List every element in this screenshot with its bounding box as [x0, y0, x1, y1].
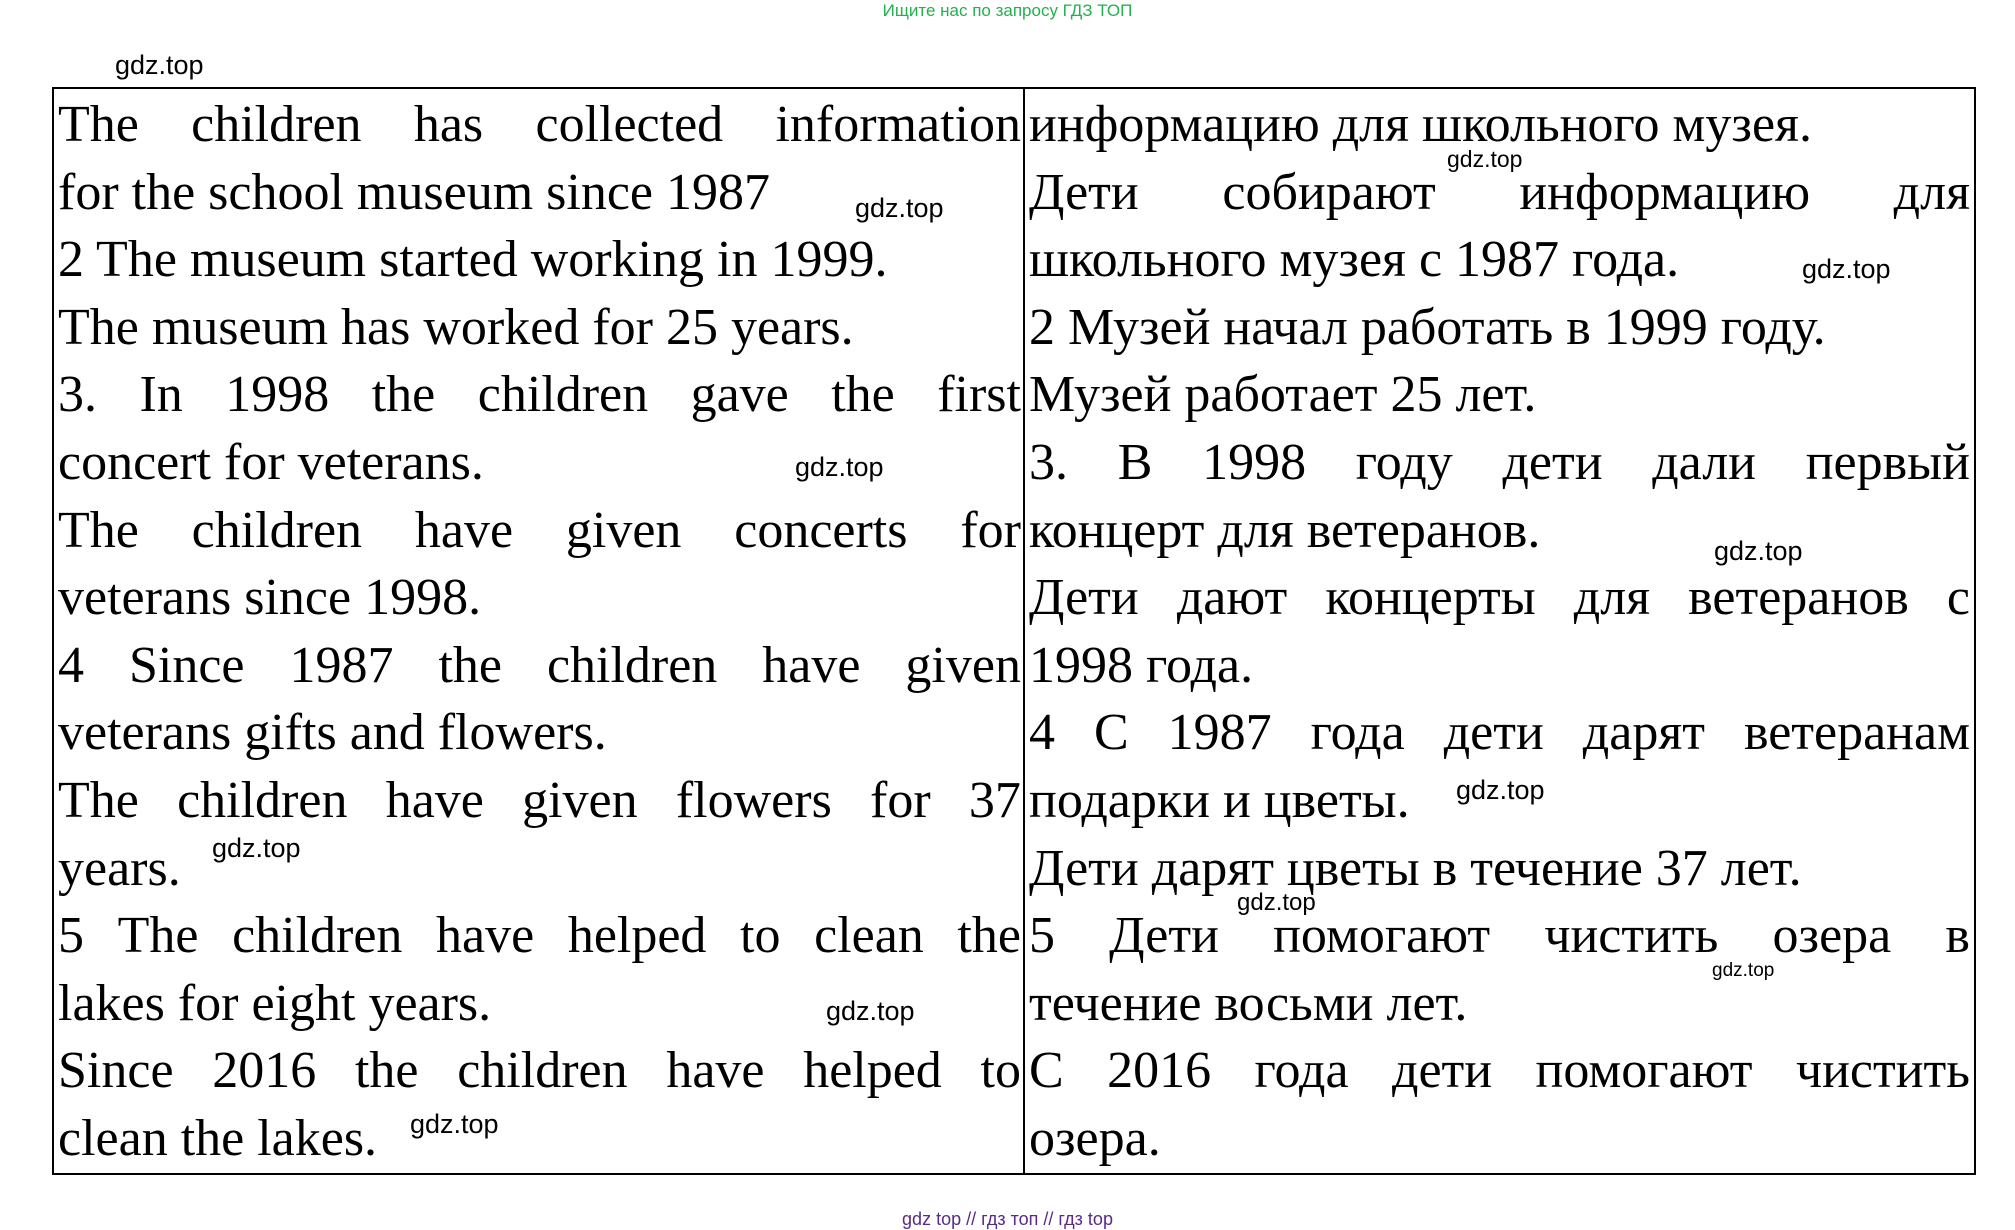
word: collected	[535, 96, 724, 153]
word: помогают	[1535, 1042, 1753, 1100]
word: The	[58, 772, 139, 829]
word: в	[1945, 907, 1970, 965]
watermark: gdz.top	[1456, 775, 1545, 805]
word: чистить	[1544, 907, 1719, 965]
russian-line: подарки и цветы.	[1029, 772, 1410, 829]
word: помогают	[1273, 907, 1491, 965]
word: first	[937, 366, 1021, 424]
word: первый	[1805, 434, 1970, 491]
english-line	[58, 497, 1021, 565]
word: 37	[968, 772, 1021, 829]
watermark: gdz.top	[1802, 254, 1891, 284]
word: для	[1893, 163, 1970, 221]
watermark: gdz.top	[212, 833, 301, 863]
word: The	[117, 907, 199, 965]
word: дали	[1652, 434, 1756, 491]
russian-line: Музей работает 25 лет.	[1029, 366, 1537, 424]
word: have	[436, 907, 535, 965]
word: 4	[1029, 704, 1055, 762]
word: В	[1117, 434, 1153, 491]
russian-line	[1029, 564, 1970, 632]
word: has	[413, 96, 484, 153]
word: собирают	[1222, 163, 1436, 221]
word: helped	[803, 1042, 942, 1100]
word: 2016	[1107, 1042, 1212, 1100]
word: концерты	[1325, 569, 1536, 627]
watermark: gdz.top	[1714, 536, 1803, 566]
word: Дети	[1029, 569, 1139, 627]
russian-line: Дети дарят цветы в течение 37 лет.	[1029, 839, 1802, 897]
russian-line	[1029, 699, 1970, 767]
word: the	[354, 1042, 419, 1100]
russian-line: 2 Музей начал работать в 1999 году.	[1029, 298, 1826, 356]
russian-line: озера.	[1029, 1110, 1161, 1167]
word: have	[385, 772, 484, 829]
word: to	[980, 1042, 1021, 1100]
word: чистить	[1795, 1042, 1970, 1100]
word: 1987	[289, 636, 394, 694]
english-line	[58, 1037, 1021, 1105]
russian-line: течение восьми лет.	[1029, 974, 1468, 1032]
word: дети	[1502, 434, 1603, 491]
russian-line: 1998 года.	[1029, 636, 1254, 694]
word: с	[1946, 569, 1970, 627]
word: 4	[58, 636, 84, 694]
russian-line: концерт для ветеранов.	[1029, 501, 1541, 559]
russian-line	[1029, 1037, 1970, 1105]
english-line: years.	[58, 839, 181, 897]
word: have	[762, 636, 861, 694]
word: children	[177, 772, 348, 829]
word: to	[740, 907, 781, 965]
english-line: concert for veterans.	[58, 434, 484, 491]
word: С	[1029, 1042, 1064, 1100]
english-line	[58, 632, 1021, 700]
word: gave	[690, 366, 789, 424]
word: Дети	[1109, 907, 1219, 965]
english-line	[58, 361, 1021, 429]
word: 1998	[225, 366, 330, 424]
word: 5	[1029, 907, 1055, 965]
word: Since	[128, 636, 245, 694]
word: the	[438, 636, 502, 694]
watermark: gdz.top	[826, 996, 915, 1026]
word: Дети	[1029, 163, 1139, 221]
russian-line: школьного музея с 1987 года.	[1029, 231, 1680, 289]
word: 1998	[1202, 434, 1307, 491]
word: have	[666, 1042, 765, 1100]
word: children	[477, 366, 649, 424]
word: дарят	[1582, 704, 1705, 762]
word: 5	[58, 907, 84, 965]
watermark: gdz.top	[1447, 146, 1523, 172]
word: In	[139, 366, 183, 424]
column-divider	[1023, 89, 1025, 1173]
word: для	[1573, 569, 1651, 627]
word: children	[232, 907, 403, 965]
word: года	[1254, 1042, 1349, 1100]
word: the	[371, 366, 436, 424]
translation-table	[52, 87, 1976, 1175]
watermark: gdz.top	[855, 193, 944, 223]
english-line	[58, 767, 1021, 835]
english-line	[58, 91, 1021, 159]
word: helped	[567, 907, 707, 965]
word: given	[565, 501, 682, 559]
russian-line: информацию для школьного музея.	[1029, 96, 1812, 153]
word: озера	[1772, 907, 1892, 965]
english-line: veterans gifts and flowers.	[58, 704, 607, 762]
word: given	[905, 636, 1021, 694]
word: С	[1093, 704, 1129, 762]
word: Since	[58, 1042, 174, 1100]
watermark: gdz.top	[1712, 960, 1775, 981]
word: have	[414, 501, 514, 559]
watermark: gdz.top	[1237, 889, 1316, 916]
word: children	[191, 501, 363, 559]
english-line: veterans since 1998.	[58, 569, 482, 627]
watermark: gdz.top	[410, 1109, 499, 1139]
word: ветеранов	[1688, 569, 1909, 627]
english-line	[58, 902, 1021, 970]
word: children	[191, 96, 362, 153]
word: concerts	[734, 501, 908, 559]
word: children	[457, 1042, 628, 1100]
word: дети	[1443, 704, 1544, 762]
word: 3.	[58, 366, 97, 424]
word: information	[775, 96, 1021, 153]
word: информацию	[1519, 163, 1811, 221]
word: given	[522, 772, 638, 829]
english-line: for the school museum since 1987	[58, 163, 770, 221]
word: ветеранам	[1743, 704, 1970, 762]
word: the	[831, 366, 895, 424]
word: года	[1310, 704, 1405, 762]
word: for	[960, 501, 1021, 559]
russian-line	[1029, 902, 1970, 970]
russian-line	[1029, 429, 1970, 497]
word: for	[870, 772, 931, 829]
word: clean	[814, 907, 924, 965]
word: 2016	[212, 1042, 317, 1100]
word: 1987	[1167, 704, 1272, 762]
english-line: 2 The museum started working in 1999.	[58, 231, 888, 289]
search-banner: Ищите нас по запросу ГДЗ ТОП	[882, 1, 1133, 20]
english-line: clean the lakes.	[58, 1110, 378, 1167]
russian-column	[1029, 89, 1970, 1173]
english-line: lakes for eight years.	[58, 974, 492, 1032]
word: дети	[1391, 1042, 1493, 1100]
word: children	[546, 636, 718, 694]
word: дают	[1176, 569, 1288, 627]
watermark: gdz.top	[115, 50, 204, 80]
word: flowers	[675, 772, 832, 829]
word: The	[58, 96, 139, 153]
word: 3.	[1029, 434, 1068, 491]
word: The	[58, 501, 139, 559]
english-line: The museum has worked for 25 years.	[58, 298, 854, 356]
watermark: gdz.top	[795, 452, 884, 482]
footer-links: gdz top // гдз топ // гдз top	[902, 1209, 1113, 1229]
word: the	[957, 907, 1021, 965]
word: году	[1355, 434, 1453, 491]
